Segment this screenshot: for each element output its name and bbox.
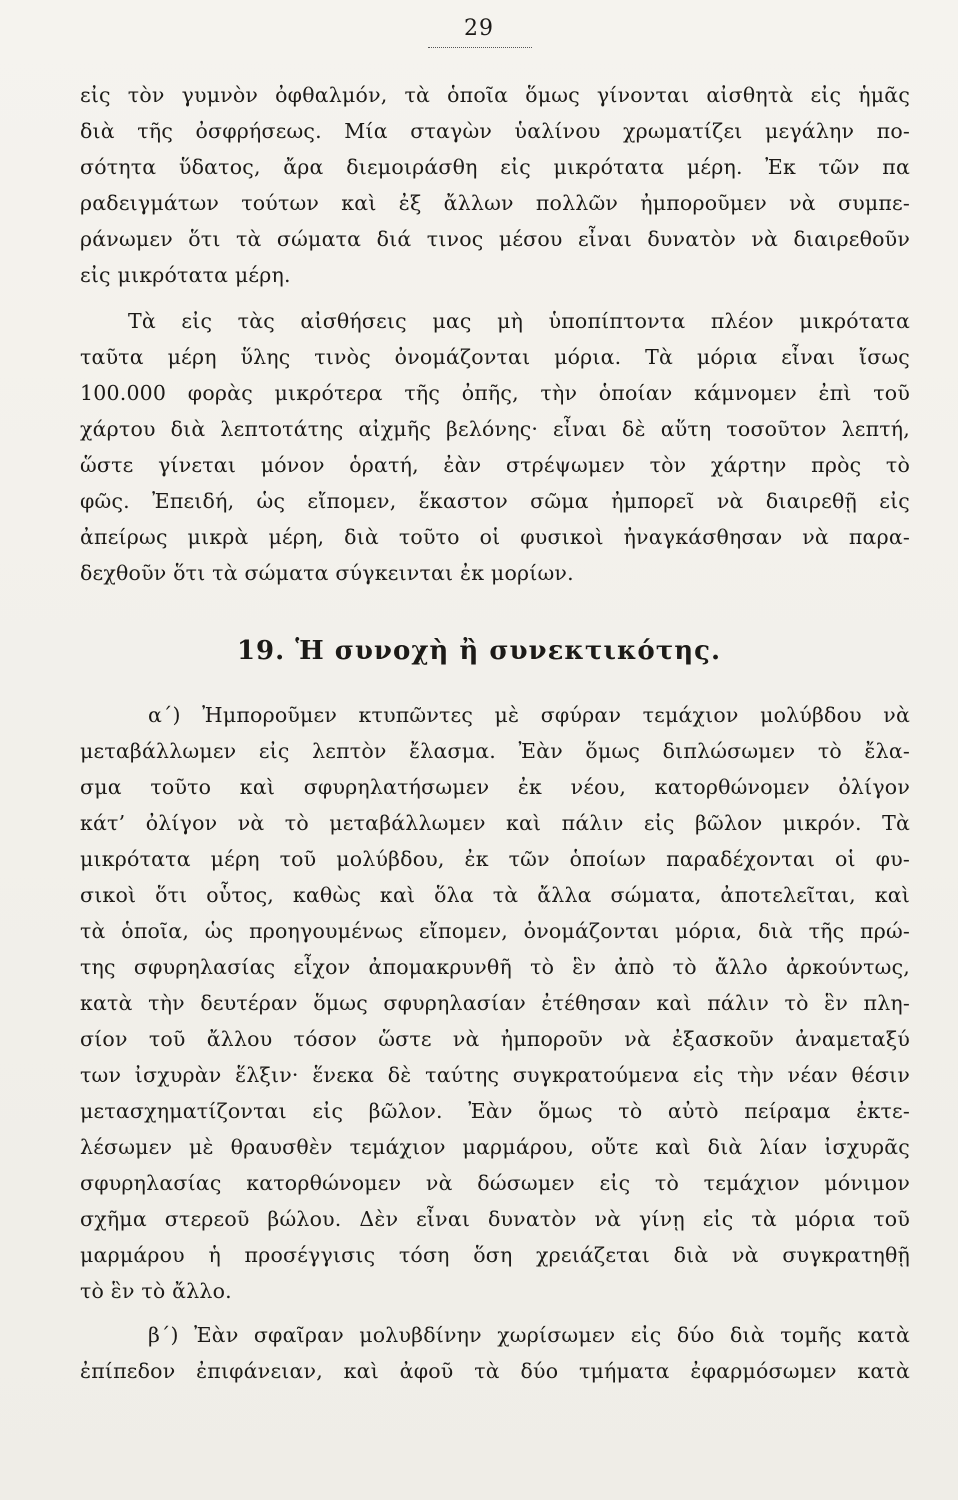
text-line: εἰς τὸν γυμνὸν ὀφθαλμόν, τὰ ὁποῖα ὅμως γίνονται αἰσθητὰ εἰς ἡμᾶς [80,83,910,107]
text-line: τὰ ὁποῖα, ὡς προηγουμένως εἴπομεν, ὀνομάζονται μόρια, διὰ τῆς πρώ- [80,919,910,943]
text-line: σμα τοῦτο καὶ σφυρηλατήσωμεν ἐκ νέου, κατορθώνομεν ὀλίγον [80,775,910,799]
text-line: σχῆμα στερεοῦ βώλου. Δὲν εἶναι δυνατὸν νὰ γίνῃ εἰς τὰ μόρια τοῦ [80,1207,910,1231]
text-line: ράνωμεν ὅτι τὰ σώματα διά τινος μέσου εἶναι δυνατὸν νὰ διαιρεθοῦν [80,227,910,251]
text-line: 100.000 φορὰς μικρότερα τῆς ὀπῆς, τὴν ὁποίαν κάμνομεν ἐπὶ τοῦ [80,381,910,405]
page-number-rule [428,47,532,48]
text-line: Τὰ εἰς τὰς αἰσθήσεις μας μὴ ὑποπίπτοντα πλέον μικρότατα [128,309,910,333]
page-number: 29 [464,16,494,41]
text-line: λέσωμεν μὲ θραυσθὲν τεμάχιον μαρμάρου, οὔτε καὶ διὰ λίαν ἰσχυρᾶς [80,1135,910,1159]
text-line: τὸ ἓν τὸ ἄλλο. [80,1279,232,1303]
text-line: εἰς μικρότατα μέρη. [80,263,291,287]
text-line: κάτ’ ὀλίγον νὰ τὸ μεταβάλλωμεν καὶ πάλιν εἰς βῶλον μικρόν. Τὰ [80,811,910,835]
text-line: μεταβάλλωμεν εἰς λεπτὸν ἔλασμα. Ἐὰν ὅμως διπλώσωμεν τὸ ἔλα- [80,739,910,763]
section-heading: 19. Ἡ συνοχὴ ἢ συνεκτικότης. [236,636,722,666]
text-line: δεχθοῦν ὅτι τὰ σώματα σύγκεινται ἐκ μορίων. [80,561,574,585]
text-line: σίον τοῦ ἄλλου τόσον ὥστε νὰ ἠμποροῦν νὰ ἐξασκοῦν ἀναμεταξύ [80,1027,910,1051]
text-line: β΄) Ἐὰν σφαῖραν μολυβδίνην χωρίσωμεν εἰς δύο διὰ τομῆς κατὰ [148,1323,910,1347]
text-line: μετασχηματίζονται εἰς βῶλον. Ἐὰν ὅμως τὸ αὐτὸ πείραμα ἐκτε- [80,1099,910,1123]
text-line: μικρότατα μέρη τοῦ μολύβδου, ἐκ τῶν ὁποίων παραδέχονται οἱ φυ- [80,847,910,871]
text-line: κατὰ τὴν δευτέραν ὅμως σφυρηλασίαν ἐτέθησαν καὶ πάλιν τὸ ἓν πλη- [80,991,910,1015]
text-line: χάρτου διὰ λεπτοτάτης αἰχμῆς βελόνης· εἶναι δὲ αὕτη τοσοῦτον λεπτή, [80,417,910,441]
text-line: ραδειγμάτων τούτων καὶ ἐξ ἄλλων πολλῶν ἠμποροῦμεν νὰ συμπε- [80,191,910,215]
text-line: διὰ τῆς ὀσφρήσεως. Μία σταγὼν ὑαλίνου χρωματίζει μεγάλην πο- [80,119,910,143]
text-line: ἐπίπεδον ἐπιφάνειαν, καὶ ἀφοῦ τὰ δύο τμήματα ἐφαρμόσωμεν κατὰ [80,1359,910,1383]
text-line: α΄) Ἠμποροῦμεν κτυπῶντες μὲ σφύραν τεμάχιον μολύβδου νὰ [148,703,910,727]
text-line: της σφυρηλασίας εἶχον ἀπομακρυνθῆ τὸ ἓν ἀπὸ τὸ ἄλλο ἀρκούντως, [80,955,910,979]
text-line: φῶς. Ἐπειδή, ὡς εἴπομεν, ἕκαστον σῶμα ἠμπορεῖ νὰ διαιρεθῇ εἰς [80,489,910,513]
text-line: ταῦτα μέρη ὕλης τινὸς ὀνομάζονται μόρια. Τὰ μόρια εἶναι ἴσως [80,345,910,369]
text-line: ἀπείρως μικρὰ μέρη, διὰ τοῦτο οἱ φυσικοὶ ἠναγκάσθησαν νὰ παρα- [80,525,910,549]
text-line: των ἰσχυρὰν ἕλξιν· ἕνεκα δὲ ταύτης συγκρατούμενα εἰς τὴν νέαν θέσιν [80,1063,910,1087]
text-line: σφυρηλασίας κατορθώνομεν νὰ δώσωμεν εἰς τὸ τεμάχιον μόνιμον [80,1171,910,1195]
text-line: σότητα ὕδατος, ἄρα διεμοιράσθη εἰς μικρότατα μέρη. Ἐκ τῶν πα [80,155,910,179]
text-line: σικοὶ ὅτι οὗτος, καθὼς καὶ ὅλα τὰ ἄλλα σώματα, ἀποτελεῖται, καὶ [80,883,910,907]
text-line: μαρμάρου ἡ προσέγγισις τόση ὅση χρειάζεται διὰ νὰ συγκρατηθῇ [80,1243,910,1267]
text-line: ὥστε γίνεται μόνον ὁρατή, ἐὰν στρέψωμεν τὸν χάρτην πρὸς τὸ [80,453,910,477]
